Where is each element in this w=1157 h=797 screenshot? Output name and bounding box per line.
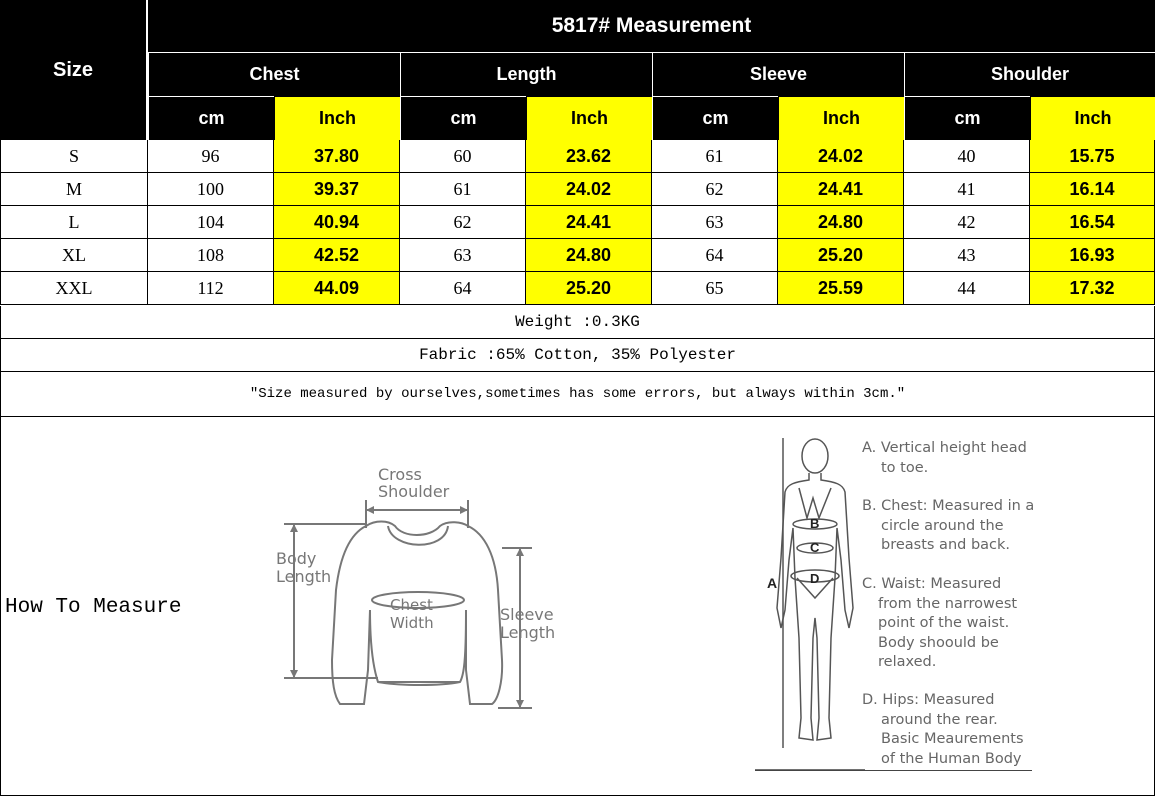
- legend-c-line-5: relaxed.: [878, 654, 937, 670]
- cell-sleeve-cm: 65: [652, 272, 778, 305]
- unit-inch-label: Inch: [570, 108, 608, 128]
- legend-c-line-2: from the narrowest: [878, 595, 1018, 612]
- legend-b-line-1: B. Chest: Measured in a: [862, 498, 1035, 514]
- note-text: "Size measured by ourselves,sometimes has some errors, but always within 3cm.": [249, 386, 906, 402]
- cell-chest-cm: 96: [148, 140, 274, 173]
- unit-cm-label: cm: [198, 108, 225, 128]
- group-header-chest: [148, 52, 400, 96]
- sleeve-length-label-1: Sleeve: [500, 605, 554, 624]
- cell-sleeve-inch: 25.20: [778, 239, 904, 272]
- group-label-shoulder: Shoulder: [990, 64, 1069, 84]
- cell-length-inch: 23.62: [526, 140, 652, 173]
- unit-cm-label: cm: [702, 108, 729, 128]
- group-header-shoulder: [904, 52, 1155, 96]
- legend-b: [862, 497, 1034, 556]
- cell-size: M: [0, 173, 148, 206]
- legend-b-line-3: breasts and back.: [881, 537, 1011, 553]
- cell-chest-inch: 39.37: [274, 173, 400, 206]
- legend-d-line-1: D. Hips: Measured: [862, 692, 995, 708]
- legend-a-line-1: A. Vertical height head: [862, 440, 1027, 456]
- group-header-length: [400, 52, 652, 96]
- unit-cm-length: [400, 96, 526, 140]
- svg-text:Chest: [390, 596, 433, 614]
- cell-length-inch: 24.41: [526, 206, 652, 239]
- chest-width-label-1: Chest: [390, 596, 433, 614]
- unit-inch-label: Inch: [822, 108, 860, 128]
- body-diagram-baseline: [755, 770, 1032, 771]
- chart-title-text: 5817# Measurement: [551, 14, 752, 37]
- cell-length-cm: 61: [400, 173, 526, 206]
- legend-d-line-4: of the Human Body: [881, 750, 1022, 767]
- weight-text: Weight :0.3KG: [515, 313, 640, 331]
- unit-cm-chest: [148, 96, 274, 140]
- cell-sleeve-cm: 64: [652, 239, 778, 272]
- legend-c: [862, 575, 1017, 673]
- marker-c: C: [810, 540, 820, 555]
- group-header-sleeve: [652, 52, 904, 96]
- fabric-row: [0, 339, 1155, 372]
- cell-sleeve-cm: 62: [652, 173, 778, 206]
- unit-cm-label: cm: [450, 108, 477, 128]
- body-length-label-2: Length: [276, 567, 332, 586]
- cross-shoulder-label-2: Shoulder: [378, 482, 450, 501]
- cell-sleeve-inch: 25.59: [778, 272, 904, 305]
- unit-inch-label: Inch: [1074, 108, 1112, 128]
- group-label-length: Length: [496, 64, 557, 84]
- fabric-text: Fabric :65% Cotton, 35% Polyester: [419, 346, 736, 364]
- size-header: [0, 0, 147, 140]
- cell-chest-cm: 108: [148, 239, 274, 272]
- unit-inch-length: [526, 96, 652, 140]
- legend-d-line-3: Basic Meaurements: [881, 731, 1024, 747]
- note-row: [0, 372, 1155, 417]
- unit-inch-shoulder: [1030, 96, 1155, 140]
- cell-shoulder-inch: 16.54: [1030, 206, 1155, 239]
- legend-d-line-2: around the rear.: [881, 711, 998, 728]
- body-length-label-1: Body: [276, 549, 317, 568]
- cell-length-cm: 62: [400, 206, 526, 239]
- marker-b: B: [810, 516, 820, 531]
- cell-shoulder-cm: 41: [904, 173, 1030, 206]
- svg-text:Length: [500, 623, 555, 642]
- svg-text:Body: [276, 549, 316, 568]
- cell-shoulder-cm: 44: [904, 272, 1030, 305]
- cell-size: XL: [0, 239, 148, 272]
- chart-title: [148, 0, 1155, 52]
- weight-row: [0, 306, 1155, 339]
- cell-shoulder-cm: 40: [904, 140, 1030, 173]
- cell-length-inch: 24.02: [526, 173, 652, 206]
- cell-shoulder-inch: 17.32: [1030, 272, 1155, 305]
- cell-length-inch: 25.20: [526, 272, 652, 305]
- unit-inch-chest: [274, 96, 400, 140]
- group-label-chest: Chest: [249, 64, 300, 84]
- legend-a: [862, 439, 1027, 478]
- cell-shoulder-cm: 43: [904, 239, 1030, 272]
- cell-length-inch: 24.80: [526, 239, 652, 272]
- unit-cm-shoulder: [904, 96, 1030, 140]
- cell-chest-inch: 42.52: [274, 239, 400, 272]
- cell-size: XXL: [0, 272, 148, 305]
- cell-shoulder-inch: 15.75: [1030, 140, 1155, 173]
- cell-chest-cm: 112: [148, 272, 274, 305]
- legend-a-line-2: to toe.: [881, 459, 929, 476]
- body-measure-diagram: [755, 428, 865, 773]
- cell-chest-cm: 104: [148, 206, 274, 239]
- cell-chest-cm: 100: [148, 173, 274, 206]
- legend-c-line-4: Body shoould be: [878, 634, 999, 651]
- cell-size: S: [0, 140, 148, 173]
- cell-sleeve-inch: 24.02: [778, 140, 904, 173]
- size-header-label: Size: [52, 58, 94, 81]
- shirt-measure-diagram: [270, 460, 570, 720]
- legend-c-line-3: point of the waist.: [878, 615, 1010, 631]
- cell-sleeve-inch: 24.41: [778, 173, 904, 206]
- cell-chest-inch: 37.80: [274, 140, 400, 173]
- svg-text:Shoulder: [378, 482, 450, 501]
- legend-b-line-2: circle around the: [881, 517, 1004, 534]
- cross-shoulder-label-1: Cross: [378, 465, 422, 484]
- cell-shoulder-cm: 42: [904, 206, 1030, 239]
- group-label-sleeve: Sleeve: [749, 64, 808, 84]
- cell-shoulder-inch: 16.93: [1030, 239, 1155, 272]
- cell-length-cm: 63: [400, 239, 526, 272]
- cell-length-cm: 64: [400, 272, 526, 305]
- svg-text:Sleeve: [500, 605, 554, 624]
- cell-sleeve-inch: 24.80: [778, 206, 904, 239]
- marker-d: D: [810, 571, 820, 586]
- cell-size: L: [0, 206, 148, 239]
- cell-shoulder-inch: 16.14: [1030, 173, 1155, 206]
- unit-cm-sleeve: [652, 96, 778, 140]
- how-to-measure-label: How To Measure: [5, 596, 182, 619]
- chest-width-label-2: Width: [390, 614, 434, 632]
- svg-text:Length: [276, 567, 331, 586]
- cell-chest-inch: 44.09: [274, 272, 400, 305]
- unit-cm-label: cm: [954, 108, 981, 128]
- cell-sleeve-cm: 63: [652, 206, 778, 239]
- legend-d: [862, 691, 1024, 769]
- svg-text:Width: [390, 614, 434, 632]
- cell-sleeve-cm: 61: [652, 140, 778, 173]
- unit-inch-sleeve: [778, 96, 904, 140]
- cell-chest-inch: 40.94: [274, 206, 400, 239]
- sleeve-length-label-2: Length: [500, 623, 556, 642]
- cell-length-cm: 60: [400, 140, 526, 173]
- legend-c-line-1: C. Waist: Measured: [862, 576, 1002, 592]
- unit-inch-label: Inch: [318, 108, 356, 128]
- marker-a: A: [767, 575, 778, 591]
